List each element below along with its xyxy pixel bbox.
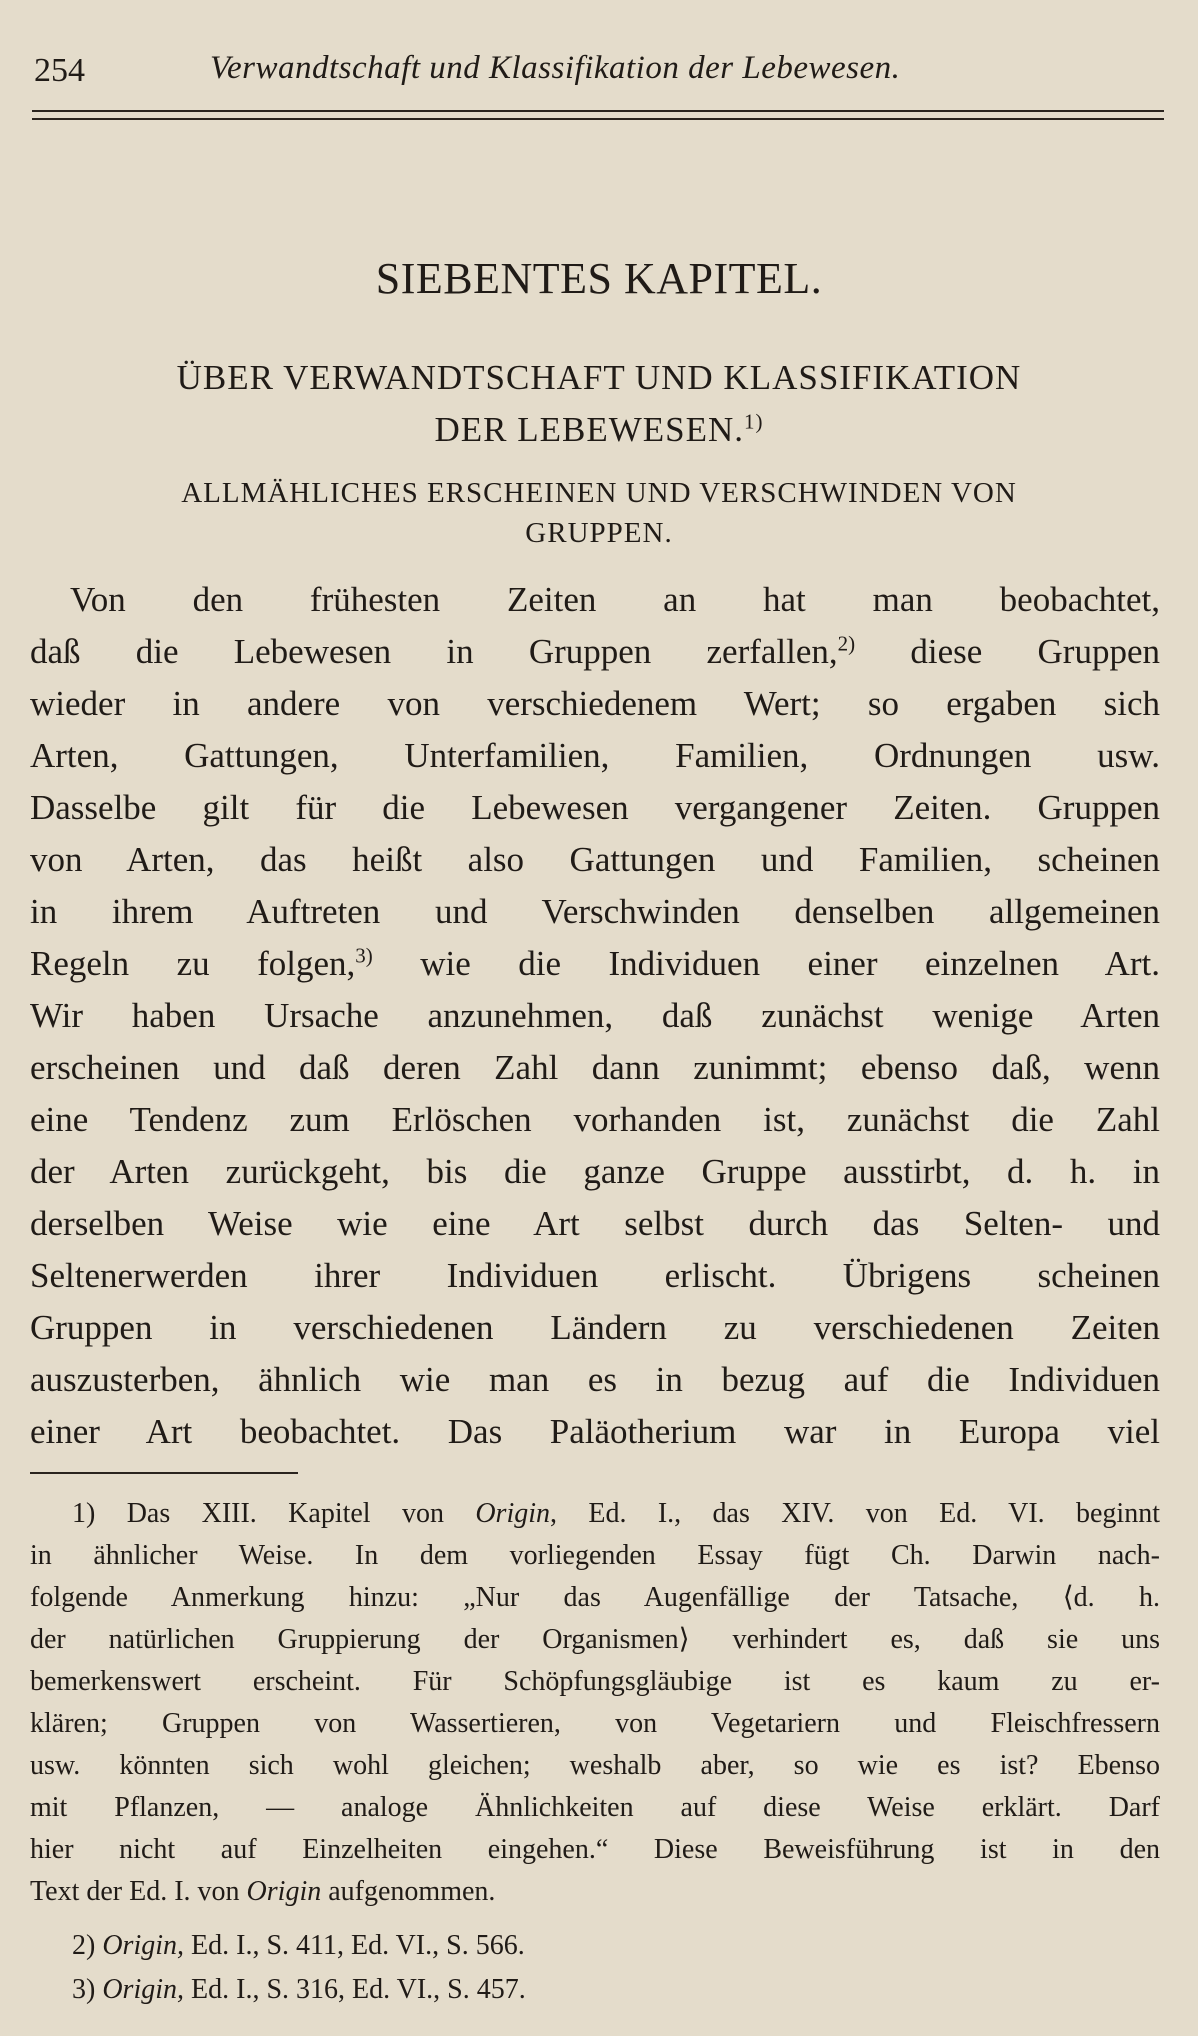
footnote-1-line: mit Pflanzen, — analoge Ähnlichkeiten auf diese Weise erklärt. Darf xyxy=(30,1792,1160,1823)
subheading-line-2: GRUPPEN. xyxy=(525,517,673,549)
footnote-1-line: usw. könnten sich wohl gleichen; weshalb aber, so wie es ist? Ebenso xyxy=(30,1750,1160,1781)
footnote-1-line: hier nicht auf Einzelheiten eingehen.“ Diese Beweisführung ist in den xyxy=(30,1834,1160,1865)
subheading-line-1: ALLMÄHLICHES ERSCHEINEN UND VERSCHWINDEN VON xyxy=(181,477,1017,509)
body-line: Dasselbe gilt für die Lebewesen vergangener Zeiten. Gruppen xyxy=(30,788,1160,827)
footnote-text: Ed. I., S. 411, Ed. VI., S. 566. xyxy=(184,1930,525,1961)
footnote-text: Text der Ed. I. von xyxy=(30,1876,247,1907)
body-text: daß die Lebewesen in Gruppen zerfallen, xyxy=(30,632,838,671)
header-rule-bottom xyxy=(32,118,1164,120)
body-line: Von den frühesten Zeiten an hat man beobachtet, xyxy=(70,580,1160,619)
body-line: Arten, Gattungen, Unterfamilien, Familien, Ordnungen usw. xyxy=(30,736,1160,775)
footnote-text: 3) xyxy=(72,1974,103,2005)
body-line xyxy=(30,631,1160,671)
footnote-ref-3: 3) xyxy=(355,943,373,968)
footnote-1-line: bemerkenswert erscheint. Für Schöpfungsgläubige ist es kaum zu er- xyxy=(30,1666,1160,1697)
section-heading-text: DER LEBEWESEN. xyxy=(434,410,745,449)
page-number: 254 xyxy=(34,52,85,89)
body-line: Wir haben Ursache anzunehmen, daß zunächst wenige Arten xyxy=(30,996,1160,1035)
section-heading-line-1: ÜBER VERWANDTSCHAFT UND KLASSIFIKATION xyxy=(176,358,1022,397)
body-line: erscheinen und daß deren Zahl dann zunimmt; ebenso daß, wenn xyxy=(30,1048,1160,1087)
footnote-italic: Origin xyxy=(475,1498,551,1529)
body-line: von Arten, das heißt also Gattungen und Familien, scheinen xyxy=(30,840,1160,879)
body-line: derselben Weise wie eine Art selbst durch das Selten- und xyxy=(30,1204,1160,1243)
footnote-text: 2) xyxy=(72,1930,103,1961)
footnote-text: , Ed. I., das XIV. von Ed. VI. beginnt xyxy=(550,1498,1160,1529)
section-heading-line-2 xyxy=(0,410,1198,450)
body-line: der Arten zurückgeht, bis die ganze Gruppe ausstirbt, d. h. in xyxy=(30,1152,1160,1191)
footnote-text: Ed. I., S. 316, Ed. VI., S. 457. xyxy=(184,1974,526,2005)
footnote-1-line xyxy=(72,1500,1160,1528)
body-line: Gruppen in verschiedenen Ländern zu verschiedenen Zeiten xyxy=(30,1308,1160,1347)
header-rule-top xyxy=(32,110,1164,112)
body-text: wie die Individuen einer einzelnen Art. xyxy=(372,944,1160,983)
footnote-ref-2: 2) xyxy=(837,631,856,656)
body-line: Seltenerwerden ihrer Individuen erlischt. Übrigens scheinen xyxy=(30,1256,1160,1295)
body-line: in ihrem Auftreten und Verschwinden denselben allgemeinen xyxy=(30,892,1160,931)
footnote-1-line: der natürlichen Gruppierung der Organismen⟩ verhindert es, daß sie uns xyxy=(30,1624,1160,1655)
footnote-italic: Origin, xyxy=(102,1974,185,2005)
body-text: diese Gruppen xyxy=(855,632,1160,671)
body-text: Regeln zu folgen, xyxy=(30,944,356,983)
footnote-1-line: klären; Gruppen von Wassertieren, von Vegetariern und Fleischfressern xyxy=(30,1708,1160,1739)
footnote-italic: Origin xyxy=(246,1876,322,1907)
footnote-2 xyxy=(72,1930,525,1962)
footnote-text: 1) Das XIII. Kapitel von xyxy=(72,1498,476,1529)
footnote-1-line xyxy=(30,1878,1160,1906)
body-line: eine Tendenz zum Erlöschen vorhanden ist, zunächst die Zahl xyxy=(30,1100,1160,1139)
footnote-ref-1: 1) xyxy=(744,409,764,434)
body-line: einer Art beobachtet. Das Paläotherium war in Europa viel xyxy=(30,1412,1160,1451)
footnote-italic: Origin, xyxy=(102,1930,185,1961)
body-line: wieder in andere von verschiedenem Wert; so ergaben sich xyxy=(30,684,1160,723)
footnote-1-line: in ähnlicher Weise. In dem vorliegenden Essay fügt Ch. Darwin nach- xyxy=(30,1540,1160,1571)
chapter-title: SIEBENTES KAPITEL. xyxy=(375,254,823,303)
footnote-3 xyxy=(72,1974,526,2006)
footnote-rule xyxy=(30,1472,298,1474)
running-head: Verwandtschaft und Klassifikation der Lebewesen. xyxy=(210,50,901,86)
footnote-text: aufgenommen. xyxy=(321,1876,496,1907)
body-line xyxy=(30,943,1160,983)
body-line: auszusterben, ähnlich wie man es in bezug auf die Individuen xyxy=(30,1360,1160,1399)
footnote-1-line: folgende Anmerkung hinzu: „Nur das Augenfällige der Tatsache, ⟨d. h. xyxy=(30,1582,1160,1613)
